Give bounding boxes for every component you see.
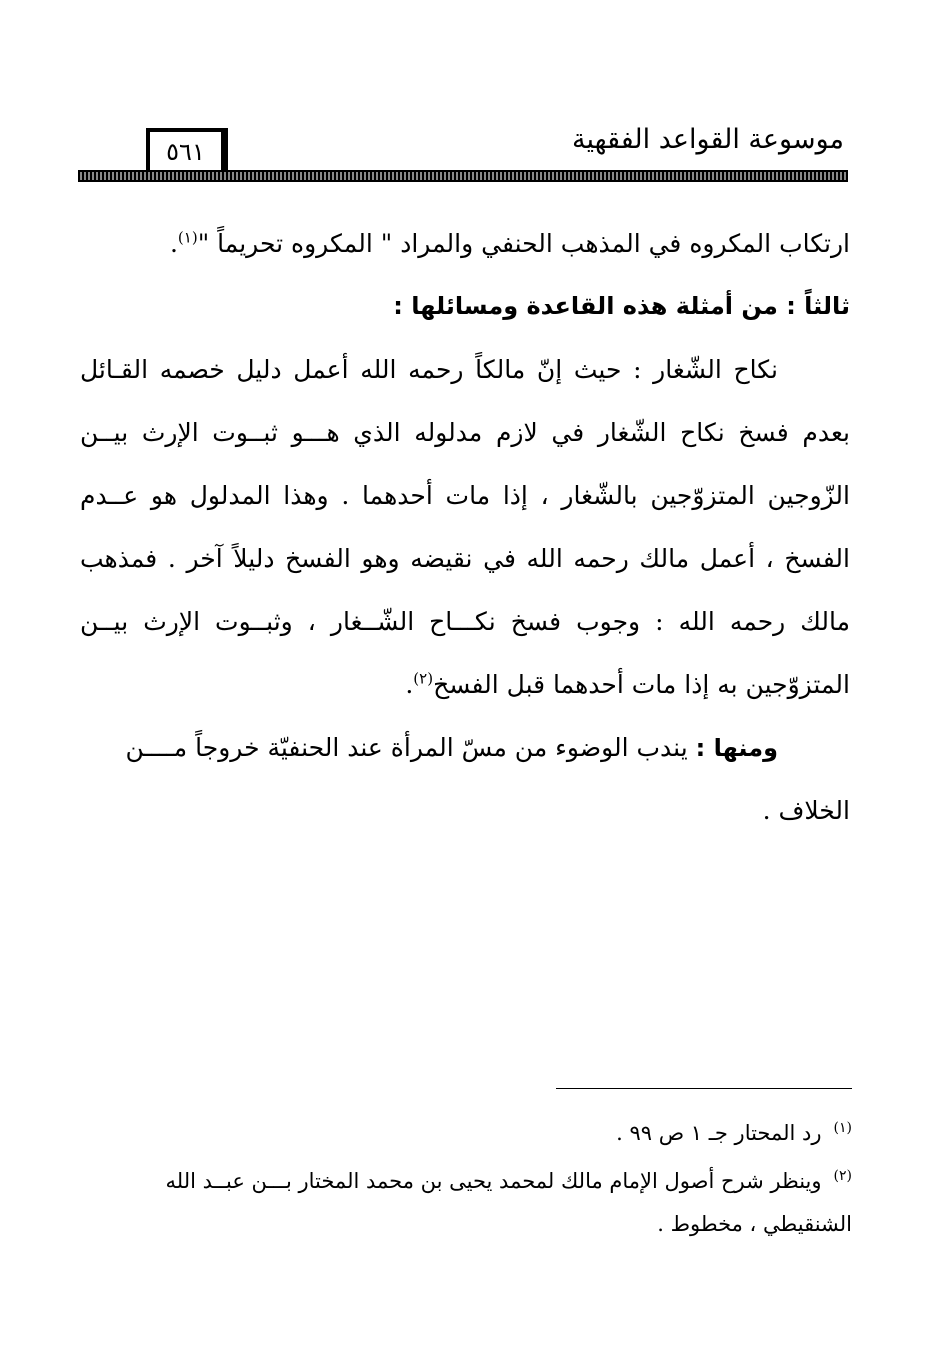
paragraph-line: مالك رحمه الله : وجوب فسخ نكـــاح الشّــغار ، وثبــوت الإرث بيــن [80, 607, 850, 636]
line-text: ارتكاب المكروه في المذهب الحنفي والمراد " المكروه تحريماً " [197, 229, 850, 258]
footnotes [80, 1104, 852, 1248]
paragraph-label: ومنها : [695, 734, 778, 762]
paragraph-line [80, 653, 850, 716]
footnote [80, 1104, 852, 1152]
footnote-ref: (٢) [413, 669, 434, 688]
paragraph-line: الفسخ ، أعمل مالك رحمه الله في نقيضه وهو الفسخ دليلاً آخر . فمذهب [80, 544, 850, 573]
footnote-text: وينظر شرح أصول الإمام مالك لمحمد يحيى بن محمد المختار بـــن عبــد الله [165, 1169, 822, 1193]
line-end: . [169, 229, 178, 258]
footnote [80, 1152, 852, 1200]
footnote-divider [556, 1088, 852, 1089]
line-text: يندب الوضوء من مسّ المرأة عند الحنفيّة خروجاً مــــن [125, 733, 688, 762]
paragraph-line: بعدم فسخ نكاح الشّغار في لازم مدلوله الذي هـــو ثبــوت الإرث بيــن [80, 418, 850, 447]
footnote-ref: (١) [177, 228, 198, 247]
header-rule [78, 170, 848, 182]
book-title: موسوعة القواعد الفقهية [572, 124, 844, 155]
paragraph-line: الخلاف . [762, 796, 850, 825]
footnote-continuation: الشنقيطي ، مخطوط . [657, 1212, 852, 1236]
paragraph-line [80, 716, 850, 779]
section-heading: ثالثاً : من أمثلة هذه القاعدة ومسائلها : [393, 292, 850, 320]
line-end: . [405, 670, 414, 699]
paragraph-line [80, 212, 850, 275]
paragraph-line: الزّوجين المتزوّجين بالشّغار ، إذا مات أحدهما . وهذا المدلول هو عــدم [80, 481, 850, 510]
page-number: ٥٦١ [146, 128, 228, 174]
footnote-number: (١) [833, 1120, 852, 1136]
line-text: المتزوّجين به إذا مات أحدهما قبل الفسخ [433, 670, 850, 699]
footnote-number: (٢) [833, 1168, 852, 1184]
body-text [80, 212, 850, 842]
footnote-text: رد المحتار جـ ١ ص ٩٩ . [616, 1121, 822, 1145]
paragraph-line: نكاح الشّغار : حيث إنّ مالكاً رحمه الله أعمل دليل خصمه القـائل [80, 355, 778, 384]
